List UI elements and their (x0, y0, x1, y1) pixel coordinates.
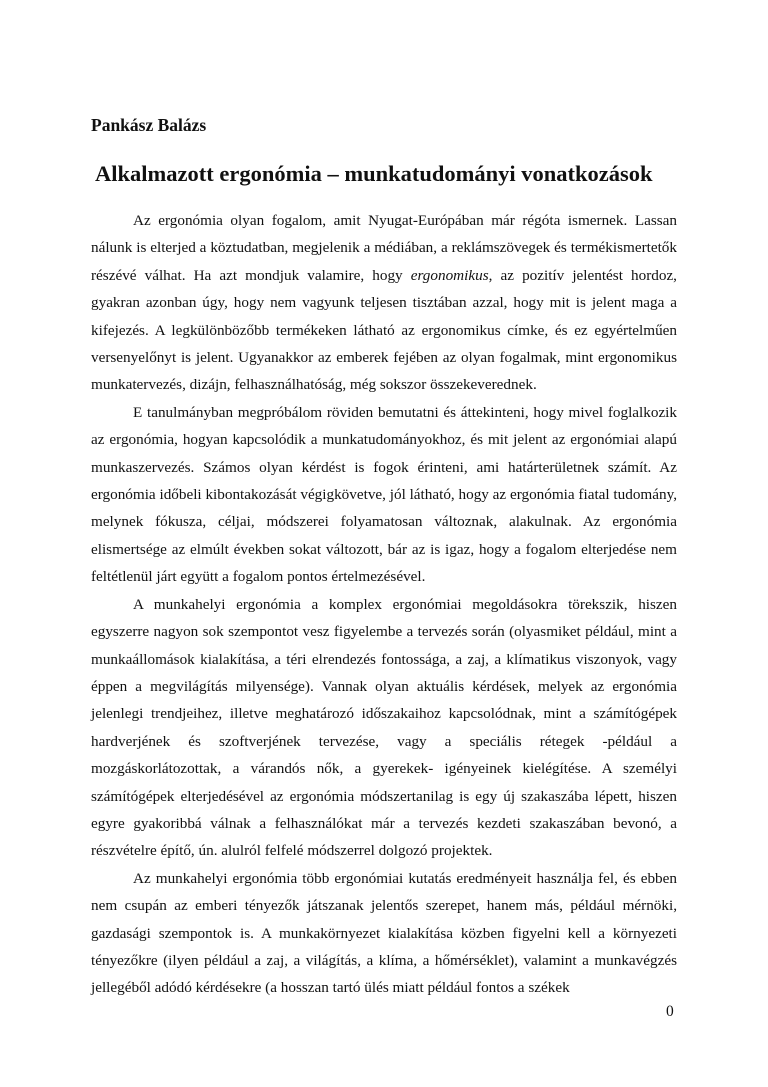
paragraph-2: E tanulmányban megpróbálom röviden bemutatni és áttekinteni, hogy mivel foglalkozik az ergonómia, hogyan kapcsolódik a munkatudományokhoz, és mit jelent az ergonómiai alapú munkaszervezés. Számos olyan kérdést is fogok érinteni, ami határterületnek számít. Az ergonómia időbeli kibontakozását végigkövetve, jól látható, hogy az ergonómia fiatal tudomány, melynek fókusza, céljai, módszerei folyamatosan változnak, alakulnak. Az ergonómia elismertsége az elmúlt években sokat változott, bár az is igaz, hogy a fogalom elterjedése nem feltétlenül járt együtt a fogalom pontos értelmezésével. (91, 403, 677, 586)
author-name: Pankász Balázs (91, 115, 207, 135)
paragraph-1-text-a: Az ergonómia olyan fogalom, amit Nyugat-Európában már régóta ismernek. Lassan nálunk is elterjed a köztudatban, megjelenik a médiában, a reklámszövegek és termékismertetők részévé válhat. Ha azt mondjuk valamire, hogy (91, 212, 677, 284)
document-title: Alkalmazott ergonómia – munkatudományi vonatkozások (95, 161, 653, 186)
paragraph-1-text-b: , az pozitív jelentést hordoz, gyakran azonban úgy, hogy nem vagyunk teljesen tisztában azzal, hogy mit is jelent maga a kifejezés. A legkülönbözőbb termékeken látható az ergonomikus címke, és ez egyértelműen versenyelőnyt is jelent. Ugyanakkor az emberek fejében az olyan fogalmak, mint ergonomikus munkatervezés, dizájn, felhasználhatóság, még sokszor összekeverednek. (91, 266, 677, 394)
paragraph-4: Az munkahelyi ergonómia több ergonómiai kutatás eredményeit használja fel, és ebben nem csupán az emberi tényezők játszanak jelentős szerepet, hanem más, például mérnöki, gazdasági szempontok is. A munkakörnyezet kialakítása közben figyelni kell a környezeti tényezőkre (ilyen például a zaj, a világítás, a klíma, a hőmérséklet), valamint a munkavégzés jellegéből adódó kérdésekre (a hosszan tartó ülés miatt például fontos a székek (91, 869, 677, 997)
page-number: 0 (666, 1003, 674, 1020)
paragraph-1-emphasis: ergonomikus (410, 266, 489, 284)
body-text (91, 207, 677, 1002)
paragraph-1 (91, 207, 677, 399)
paragraph-3: A munkahelyi ergonómia a komplex ergonómiai megoldásokra törekszik, hiszen egyszerre nagyon sok szempontot vesz figyelembe a tervezés során (olyasmiket például, mint a munkaállomások kialakítása, a téri elrendezés fontossága, a zaj, a klímatikus viszonyok, vagy éppen a megvilágítás milyensége). Vannak olyan aktuális kérdések, melyek az ergonómia jelenlegi trendjeihez, illetve meghatározó időszakaihoz kapcsolódnak, mint a számítógépek hardverjének és szoftverjének tervezése, vagy a speciális rétegek -például a mozgáskorlátozottak, a várandós nők, a gyerekek- igényeinek kielégítése. A személyi számítógépek elterjedésével az ergonómia módszertanilag is egy új szakaszába lépett, hiszen egyre gyakoribbá válnak a felhasználókat már a tervezés kezdeti szakaszában bevonó, a részvételre építő, ún. alulról felfelé módszerrel dolgozó projektek. (91, 595, 677, 860)
